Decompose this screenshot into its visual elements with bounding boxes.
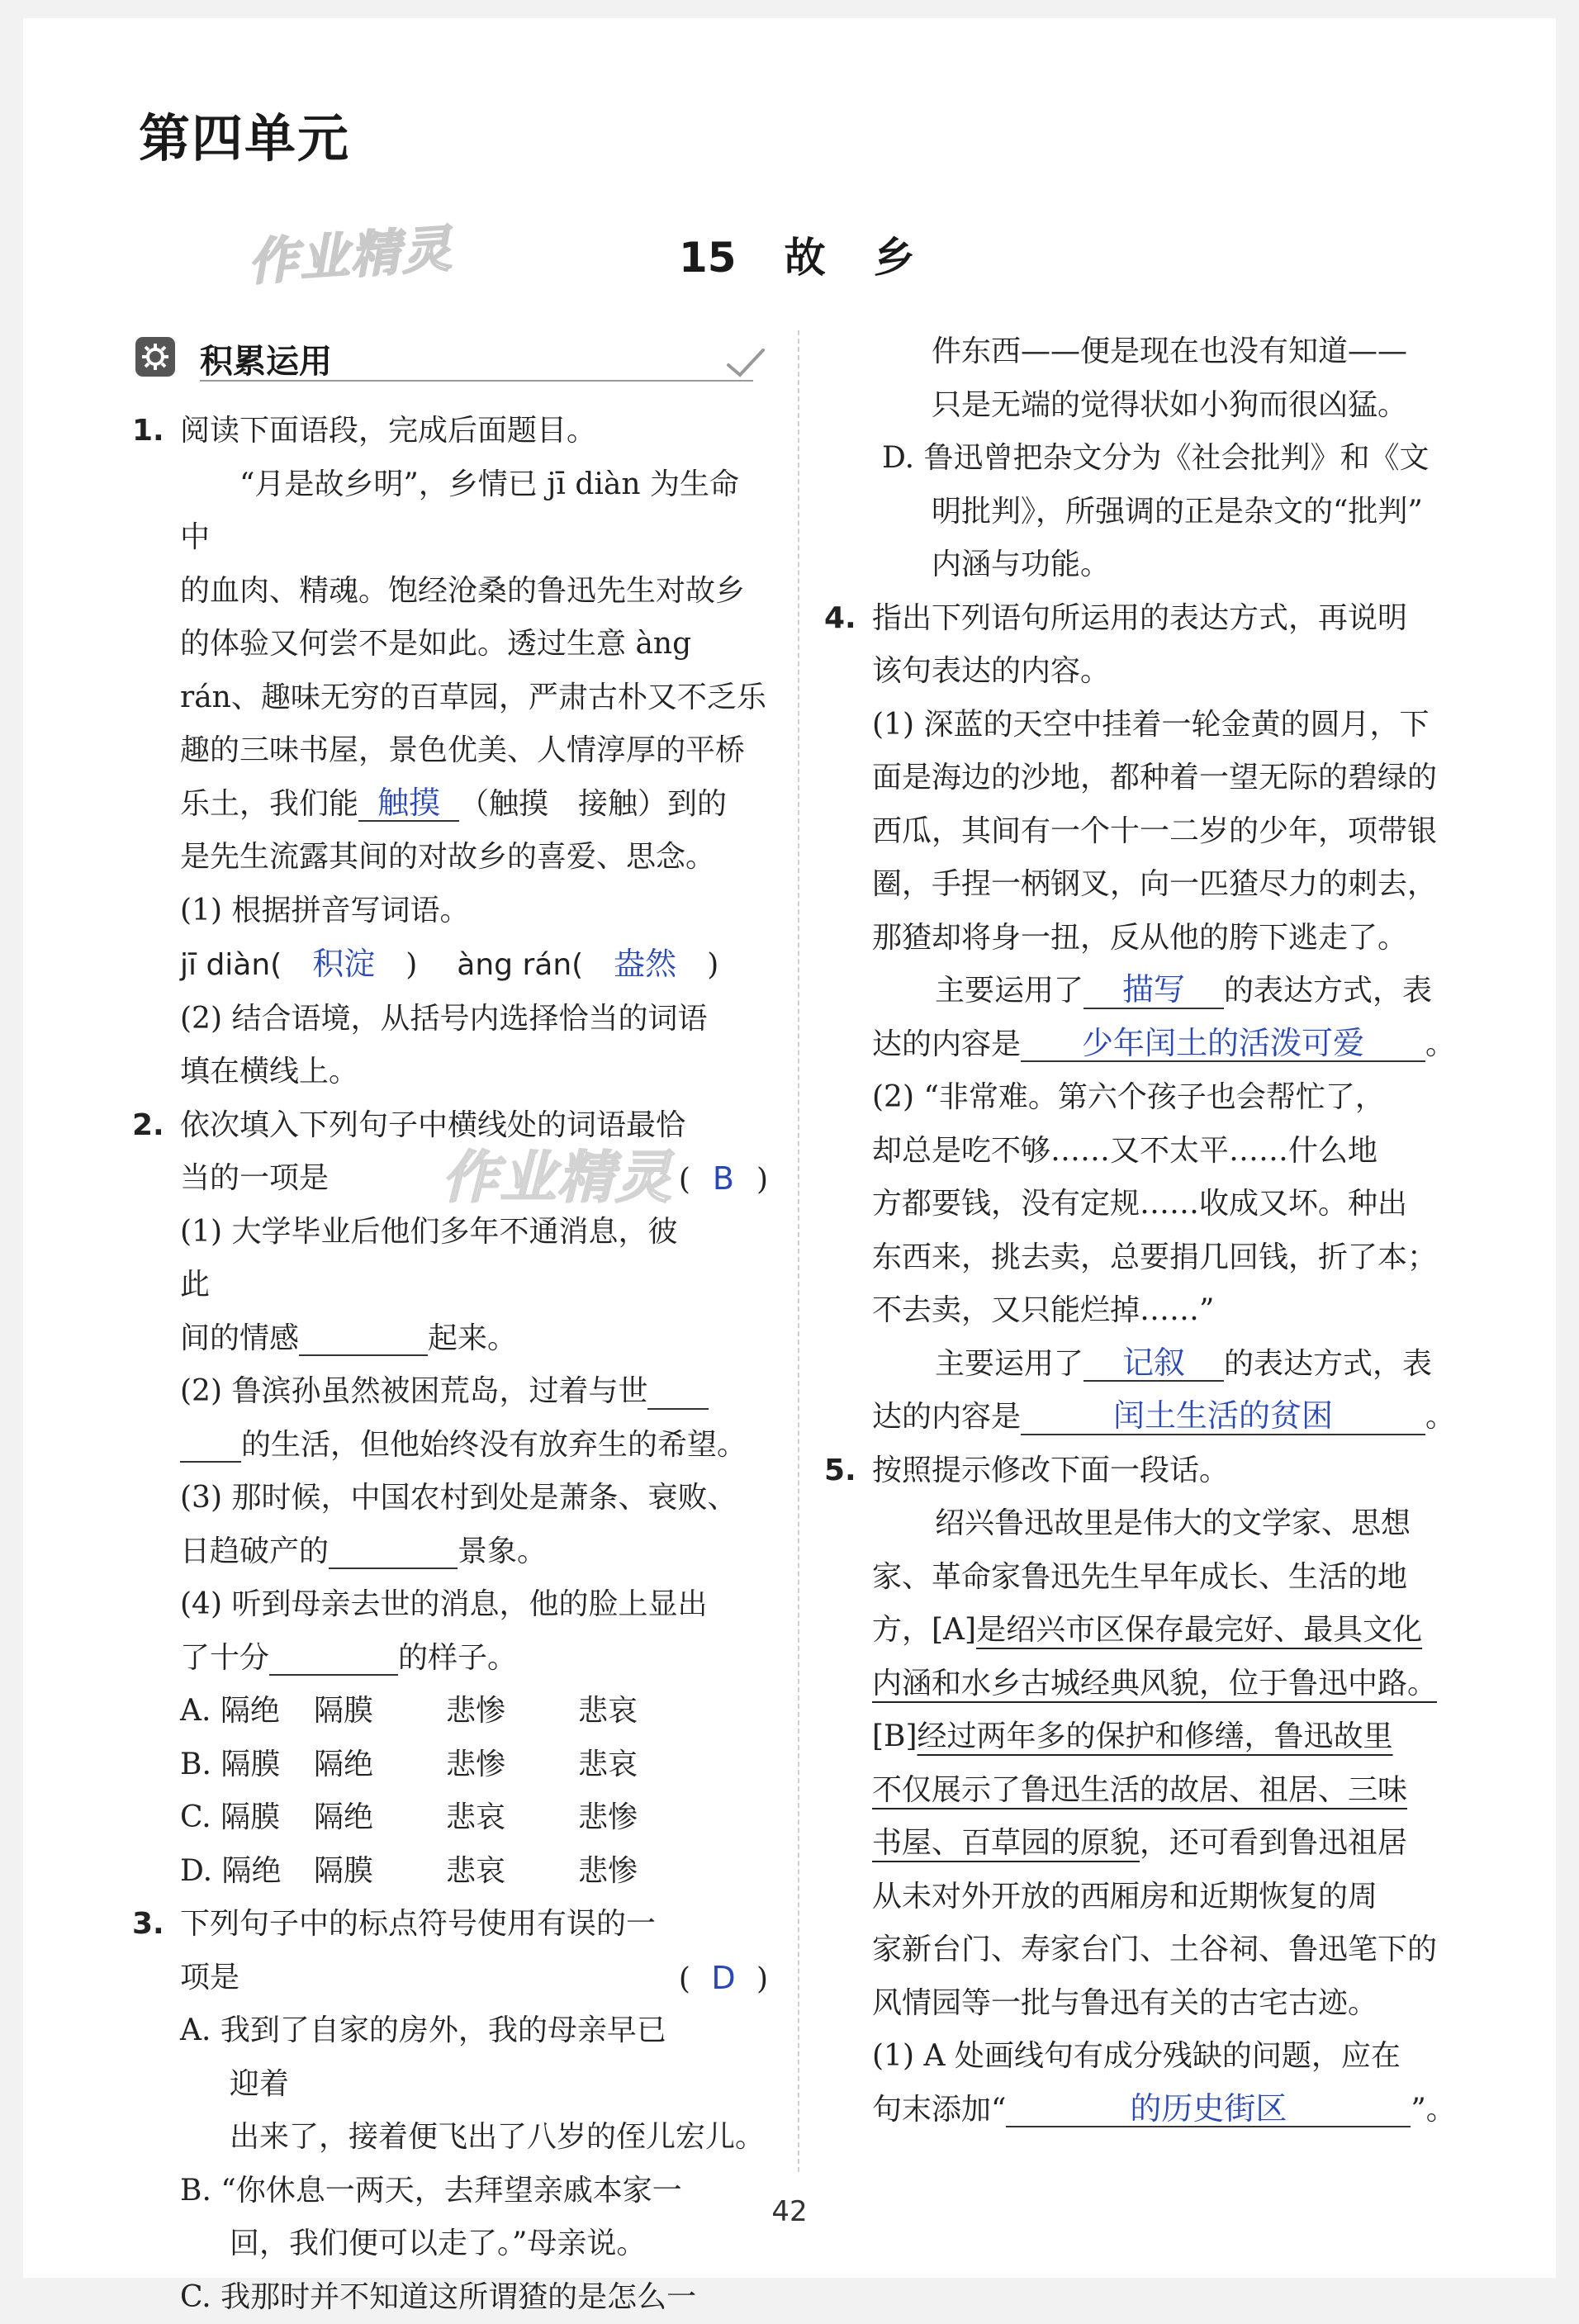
option-word: 隔绝 xyxy=(221,1845,281,1899)
text: ( xyxy=(679,1163,690,1197)
quote-line: 西瓜，其间有一个十一二岁的少年，项带银 xyxy=(872,805,1458,859)
option-c-cont: 只是无端的觉得状如小狗而很凶猛。 xyxy=(872,379,1458,433)
right-column xyxy=(872,325,1458,2137)
passage-line xyxy=(872,1604,1458,1658)
text: [B] xyxy=(872,1719,918,1753)
option-b[interactable] xyxy=(132,1738,768,1792)
answer-blank[interactable]: 描写 xyxy=(1083,973,1224,1009)
text: 当的一项是 xyxy=(180,1161,329,1195)
lesson-title xyxy=(679,225,915,284)
quote-line: (2) “非常难。第六个孩子也会帮忙了， xyxy=(872,1071,1458,1125)
question-number: 5. xyxy=(824,1444,872,1498)
option-word: 隔绝 xyxy=(314,1738,446,1792)
quote-line: 方都要钱，没有定规……收成又坏。种出 xyxy=(872,1178,1458,1231)
passage-line xyxy=(872,1764,1458,1818)
question-number: 1. xyxy=(132,405,180,458)
choice-answer[interactable]: D xyxy=(690,1952,756,2005)
text: 的样子。 xyxy=(398,1641,517,1675)
text: 的生活，但他始终没有放弃生的希望。 xyxy=(241,1428,747,1462)
option-word: 悲哀 xyxy=(578,1738,638,1792)
text: (2) 鲁滨孙虽然被困荒岛，过着与世 xyxy=(180,1374,647,1408)
sub-question: 填在横线上。 xyxy=(132,1046,768,1099)
pinyin-answers xyxy=(132,937,768,993)
sentence-line xyxy=(132,1632,768,1686)
text: ，还可看到鲁迅祖居 xyxy=(1140,1826,1407,1860)
text: 。 xyxy=(1425,1027,1455,1061)
option-b-cont: 回，我们便可以走了。”母亲说。 xyxy=(132,2217,768,2271)
lesson-number: 15 xyxy=(679,234,737,282)
page-number: 42 xyxy=(0,2195,1579,2228)
passage-line xyxy=(132,778,768,832)
column-divider xyxy=(798,330,799,2172)
text: 下列句子中的标点符号使用有误的一 xyxy=(180,1907,656,1941)
underlined-sentence-a: 是绍兴市区保存最完好、最具文化 xyxy=(976,1613,1422,1647)
left-column xyxy=(132,405,768,2324)
sentence-line xyxy=(132,1312,768,1366)
watermark-center: 作业精灵 xyxy=(442,1133,673,1213)
passage-line xyxy=(872,1658,1458,1711)
answer-line xyxy=(872,965,1458,1018)
passage-line: 趣的三味书屋，景色优美、人情淳厚的平桥 xyxy=(132,724,768,778)
option-label: C. xyxy=(180,1791,211,1845)
section-title: 积累运用 xyxy=(200,335,332,382)
passage-line: 家、革命家鲁迅先生早年成长、生活的地 xyxy=(872,1551,1458,1605)
passage-line: 的体验又何尝不是如此。透过生意 àng xyxy=(132,618,768,671)
question-4 xyxy=(824,592,1458,646)
option-word: 悲哀 xyxy=(578,1685,638,1738)
text: 句末添加“ xyxy=(872,2093,1006,2127)
answer-text[interactable]: 积淀 xyxy=(282,937,405,991)
sentence-line: (3) 那时候，中国农村到处是萧条、衰败、 xyxy=(132,1472,768,1525)
text: ) xyxy=(707,948,718,982)
sub-question: (2) 结合语境，从括号内选择恰当的词语 xyxy=(132,993,768,1046)
option-word: 隔绝 xyxy=(220,1685,280,1738)
text: 主要运用了 xyxy=(935,1347,1083,1381)
passage-line: 家新台门、寿家台门、土谷祠、鲁迅笔下的 xyxy=(872,1923,1458,1977)
text: ”。 xyxy=(1411,2093,1455,2127)
answer-parens xyxy=(679,1952,768,2007)
quote-line: 却总是吃不够……又不太平……什么地 xyxy=(872,1125,1458,1179)
text: 的表达方式，表 xyxy=(1224,974,1432,1008)
answer-blank[interactable]: 少年闰土的活泼可爱 xyxy=(1021,1027,1425,1063)
sub-question: (1) A 处画线句有成分残缺的问题，应在 xyxy=(872,2030,1458,2084)
question-3 xyxy=(132,1898,768,1952)
sentence-line: (4) 听到母亲去世的消息，他的脸上显出 xyxy=(132,1578,768,1632)
text: 依次填入下列句子中横线处的词语最恰 xyxy=(180,1108,685,1142)
underlined-sentence-a: 内涵和水乡古城经典风貌，位于鲁迅中路。 xyxy=(872,1667,1437,1700)
text: 达的内容是 xyxy=(872,1400,1021,1434)
text: 景象。 xyxy=(458,1534,547,1568)
answer-line xyxy=(872,2084,1458,2137)
option-label: A. xyxy=(180,1685,211,1738)
answer-blank[interactable]: 触摸 xyxy=(358,786,459,823)
option-word: 悲惨 xyxy=(578,1791,638,1845)
lesson-title-char-2: 乡 xyxy=(874,234,915,282)
option-label: D. xyxy=(180,1845,212,1899)
answer-line xyxy=(872,1338,1458,1392)
option-word: 隔膜 xyxy=(220,1791,280,1845)
text: ) xyxy=(405,948,417,982)
option-a[interactable]: A. 我到了自家的房外，我的母亲早已迎着 xyxy=(132,2004,768,2111)
text: 起来。 xyxy=(428,1321,517,1355)
quote-line: 不去卖，又只能烂掉……” xyxy=(872,1284,1458,1338)
sentence-line xyxy=(132,1419,768,1473)
text: 乐土，我们能 xyxy=(180,787,358,821)
text: 。 xyxy=(1425,1400,1455,1434)
option-d[interactable] xyxy=(132,1845,768,1899)
passage-line xyxy=(872,1710,1458,1764)
watermark-logo: 作业精灵 xyxy=(245,209,454,294)
text: 了十分 xyxy=(180,1641,269,1675)
passage-line xyxy=(872,1817,1458,1871)
option-word: 隔膜 xyxy=(314,1845,446,1899)
option-a-cont: 出来了，接着便飞出了八岁的侄儿宏儿。 xyxy=(132,2111,768,2165)
text: 的表达方式，表 xyxy=(1224,1347,1432,1381)
option-c[interactable] xyxy=(132,1791,768,1845)
pinyin: jī diàn( xyxy=(180,948,282,982)
checkmark-icon xyxy=(725,347,766,380)
answer-blank[interactable]: 的历史街区 xyxy=(1006,2092,1411,2128)
passage-line: rán、趣味无穷的百草园，严肃古朴又不乏乐 xyxy=(132,671,768,725)
question-5 xyxy=(824,1444,1458,1498)
option-word: 隔膜 xyxy=(220,1738,280,1792)
section-header xyxy=(132,332,776,382)
text: 间的情感 xyxy=(180,1321,299,1355)
question-1 xyxy=(132,405,768,458)
sub-question: (1) 根据拼音写词语。 xyxy=(132,885,768,938)
text: ( xyxy=(679,1962,690,1996)
passage-line: “月是故乡明”，乡情已 jī diàn 为生命中 xyxy=(132,458,768,565)
answer-blank[interactable]: 记叙 xyxy=(1083,1346,1224,1383)
option-d[interactable]: D. 鲁迅曾把杂文分为《社会批判》和《文 xyxy=(872,432,1458,486)
option-d-cont: 明批判》，所强调的正是杂文的“批判” xyxy=(872,486,1458,539)
option-d-cont: 内涵与功能。 xyxy=(872,538,1458,592)
passage-line: 绍兴鲁迅故里是伟大的文学家、思想 xyxy=(872,1497,1458,1551)
text: 方，[A] xyxy=(872,1613,976,1647)
answer-line xyxy=(872,1018,1458,1072)
answer-text[interactable]: 盎然 xyxy=(583,937,707,991)
option-word: 悲哀 xyxy=(446,1845,578,1899)
text: 按照提示修改下面一段话。 xyxy=(872,1454,1229,1487)
passage-line: 风情园等一批与鲁迅有关的古宅古迹。 xyxy=(872,1977,1458,2031)
section-rule xyxy=(200,380,753,382)
answer-blank[interactable]: 闰土生活的贫困 xyxy=(1021,1399,1425,1435)
option-word: 隔膜 xyxy=(314,1685,446,1738)
option-c[interactable]: C. 我那时并不知道这所谓猹的是怎么一 xyxy=(132,2271,768,2324)
lesson-title-char-1: 故 xyxy=(785,234,826,282)
option-word: 隔绝 xyxy=(314,1791,446,1845)
underlined-sentence-b: 经过两年多的保护和修缮，鲁迅故里 xyxy=(918,1719,1393,1753)
text: 达的内容是 xyxy=(872,1027,1021,1061)
quote-line: 东西来，挑去卖，总要捐几回钱，折了本； xyxy=(872,1231,1458,1285)
text: 指出下列语句所运用的表达方式，再说明 xyxy=(872,601,1407,635)
question-stem: 该句表达的内容。 xyxy=(872,645,1458,699)
sentence-line: (1) 大学毕业后他们多年不通消息，彼此 xyxy=(132,1206,768,1312)
quote-line: (1) 深蓝的天空中挂着一轮金黄的圆月，下 xyxy=(872,699,1458,752)
option-word: 悲惨 xyxy=(446,1738,578,1792)
option-word: 悲惨 xyxy=(446,1685,578,1738)
answer-line xyxy=(872,1391,1458,1444)
text: 项是 xyxy=(180,1961,239,1994)
passage-line: 的血肉、精魂。饱经沧桑的鲁迅先生对故乡 xyxy=(132,565,768,619)
answer-parens xyxy=(679,1152,768,1207)
question-prompt: 阅读下面语段，完成后面题目。 xyxy=(180,414,596,448)
question-number: 2. xyxy=(132,1099,180,1153)
question-number: 3. xyxy=(132,1898,180,1952)
text: ) xyxy=(756,1962,768,1996)
text: ) xyxy=(756,1163,768,1197)
choice-answer[interactable]: B xyxy=(690,1152,756,1206)
gear-icon xyxy=(135,337,175,377)
quote-line: 面是海边的沙地，都种着一望无际的碧绿的 xyxy=(872,752,1458,805)
option-word: 悲惨 xyxy=(578,1845,638,1899)
text: 日趋破产的 xyxy=(180,1534,329,1568)
option-label: B. xyxy=(180,1738,211,1792)
quote-line: 圈，手捏一柄钢叉，向一匹猹尽力的刺去， xyxy=(872,858,1458,912)
underlined-sentence-b: 书屋、百草园的原貌 xyxy=(872,1826,1140,1860)
passage-line: 从未对外开放的西厢房和近期恢复的周 xyxy=(872,1871,1458,1924)
pinyin: àng rán( xyxy=(457,948,583,982)
option-a[interactable] xyxy=(132,1685,768,1738)
text: 主要运用了 xyxy=(935,974,1083,1008)
sentence-line xyxy=(132,1525,768,1579)
quote-line: 那猹却将身一扭，反从他的胯下逃走了。 xyxy=(872,912,1458,965)
option-b[interactable]: B. “你休息一两天，去拜望亲戚本家一 xyxy=(132,2165,768,2218)
option-word: 悲哀 xyxy=(446,1791,578,1845)
question-number: 4. xyxy=(824,592,872,646)
passage-line: 是先生流露其间的对故乡的喜爱、思念。 xyxy=(132,831,768,885)
text: （触摸 接触）到的 xyxy=(459,787,727,821)
question-stem xyxy=(132,1952,768,2005)
underlined-sentence-b: 不仅展示了鲁迅生活的故居、祖居、三味 xyxy=(872,1773,1407,1807)
sentence-line xyxy=(132,1365,768,1419)
option-c-cont: 件东西——便是现在也没有知道—— xyxy=(872,325,1458,379)
unit-title: 第四单元 xyxy=(139,97,350,171)
